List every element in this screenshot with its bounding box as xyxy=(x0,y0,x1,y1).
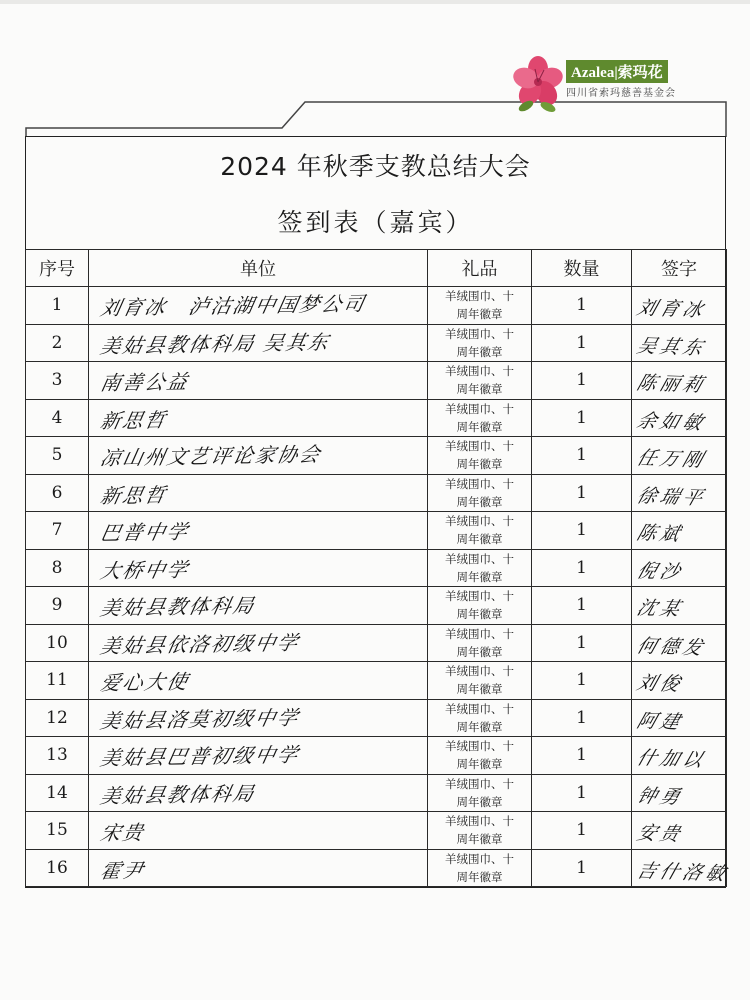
row-gift xyxy=(428,324,532,362)
row-signature-cell xyxy=(632,812,727,850)
row-seq: 8 xyxy=(26,549,89,587)
handwritten-unit: 凉山州文艺评论家协会 xyxy=(98,442,324,470)
row-seq: 11 xyxy=(26,662,89,700)
row-signature-cell xyxy=(632,399,727,437)
row-unit-cell xyxy=(89,587,428,625)
row-gift xyxy=(428,812,532,850)
row-qty: 1 xyxy=(532,399,632,437)
row-seq: 15 xyxy=(26,812,89,850)
table-row xyxy=(26,287,727,325)
table-row xyxy=(26,624,727,662)
row-signature-cell xyxy=(632,849,732,887)
table-row xyxy=(26,549,727,587)
row-unit-cell xyxy=(89,512,428,550)
table-body xyxy=(26,287,732,887)
handwritten-unit: 南善公益 xyxy=(98,369,192,395)
row-unit-cell xyxy=(89,662,428,700)
table-row xyxy=(26,774,727,812)
row-qty: 1 xyxy=(532,362,632,400)
row-seq: 4 xyxy=(26,399,89,437)
table-row xyxy=(26,362,727,400)
gift-line-1: 羊绒围巾、十 xyxy=(445,814,514,829)
handwritten-unit: 新思哲 xyxy=(98,482,170,508)
row-unit-cell xyxy=(89,624,428,662)
handwritten-signature: 倪沙 xyxy=(634,559,687,584)
handwritten-unit: 美姑县巴普初级中学 xyxy=(98,742,302,770)
table-row xyxy=(26,849,727,887)
gift-line-1: 羊绒围巾、十 xyxy=(445,551,514,566)
gift-line-1: 羊绒围巾、十 xyxy=(445,701,514,716)
handwritten-unit: 美姑县教体科局 xyxy=(98,780,258,808)
handwritten-unit: 爱心大使 xyxy=(98,669,192,695)
row-seq: 6 xyxy=(26,474,89,512)
row-gift xyxy=(428,774,532,812)
row-qty: 1 xyxy=(532,662,632,700)
document-subtitle: 签到表（嘉宾） xyxy=(277,208,474,237)
gift-line-2: 周年徽章 xyxy=(456,607,503,622)
handwritten-signature: 陈斌 xyxy=(634,522,687,546)
handwritten-signature: 任万刚 xyxy=(634,447,710,472)
table-row xyxy=(26,662,727,700)
table-row xyxy=(26,737,727,775)
handwritten-signature: 什加以 xyxy=(634,747,710,772)
document-title: 2024 年秋季支教总结大会 xyxy=(220,152,531,181)
gift-line-2: 周年徽章 xyxy=(456,757,503,772)
gift-line-1: 羊绒围巾、十 xyxy=(445,851,514,866)
gift-line-2: 周年徽章 xyxy=(456,719,503,734)
row-signature-cell xyxy=(632,437,727,475)
gift-line-2: 周年徽章 xyxy=(456,794,503,809)
row-gift xyxy=(428,737,532,775)
table-row xyxy=(26,512,727,550)
gift-line-2: 周年徽章 xyxy=(456,457,503,472)
handwritten-signature: 阿建 xyxy=(634,709,687,734)
gift-line-1: 羊绒围巾、十 xyxy=(445,589,514,604)
handwritten-signature: 吉什洛敏 xyxy=(634,859,732,885)
row-gift xyxy=(428,362,532,400)
gift-line-2: 周年徽章 xyxy=(456,682,503,697)
row-gift xyxy=(428,587,532,625)
handwritten-unit: 美姑县洛莫初级中学 xyxy=(98,705,302,733)
handwritten-signature: 刘育冰 xyxy=(634,297,710,322)
gift-line-2: 周年徽章 xyxy=(456,382,503,397)
row-qty: 1 xyxy=(532,849,632,887)
row-unit-cell xyxy=(89,362,428,400)
logo-foundation-name: 四川省索玛慈善基金会 xyxy=(566,88,676,99)
table-row xyxy=(26,699,727,737)
row-gift xyxy=(428,662,532,700)
header-unit: 单位 xyxy=(89,250,428,287)
row-seq: 12 xyxy=(26,699,89,737)
row-qty: 1 xyxy=(532,474,632,512)
row-signature-cell xyxy=(632,737,727,775)
gift-line-1: 羊绒围巾、十 xyxy=(445,776,514,791)
row-seq: 10 xyxy=(26,624,89,662)
row-signature-cell xyxy=(632,474,727,512)
table-header-row xyxy=(26,250,727,287)
gift-line-2: 周年徽章 xyxy=(456,869,503,884)
gift-line-2: 周年徽章 xyxy=(456,494,503,509)
handwritten-unit: 美姑县依洛初级中学 xyxy=(98,630,302,658)
row-signature-cell xyxy=(632,362,727,400)
gift-line-2: 周年徽章 xyxy=(456,832,503,847)
header-seq: 序号 xyxy=(26,250,89,287)
row-qty: 1 xyxy=(532,549,632,587)
row-qty: 1 xyxy=(532,624,632,662)
gift-line-1: 羊绒围巾、十 xyxy=(445,439,514,454)
gift-line-2: 周年徽章 xyxy=(456,419,503,434)
row-seq: 5 xyxy=(26,437,89,475)
row-signature-cell xyxy=(632,512,727,550)
handwritten-unit: 霍尹 xyxy=(98,857,148,883)
row-unit-cell xyxy=(89,324,428,362)
row-seq: 14 xyxy=(26,774,89,812)
gift-line-2: 周年徽章 xyxy=(456,307,503,322)
row-unit-cell xyxy=(89,774,428,812)
handwritten-unit: 新思哲 xyxy=(98,407,170,433)
gift-line-1: 羊绒围巾、十 xyxy=(445,364,514,379)
row-qty: 1 xyxy=(532,812,632,850)
row-unit-cell xyxy=(89,437,428,475)
sign-in-sheet xyxy=(25,136,732,888)
row-seq: 3 xyxy=(26,362,89,400)
gift-line-1: 羊绒围巾、十 xyxy=(445,401,514,416)
row-signature-cell xyxy=(632,587,727,625)
row-signature-cell xyxy=(632,324,727,362)
sign-in-table xyxy=(25,249,732,887)
handwritten-unit: 宋贵 xyxy=(98,820,148,845)
handwritten-signature: 徐瑞平 xyxy=(634,484,710,509)
row-gift xyxy=(428,849,532,887)
header-gift: 礼品 xyxy=(428,250,532,287)
header-qty: 数量 xyxy=(532,250,632,287)
row-unit-cell xyxy=(89,474,428,512)
gift-line-1: 羊绒围巾、十 xyxy=(445,476,514,491)
row-gift xyxy=(428,512,532,550)
row-gift xyxy=(428,624,532,662)
table-row xyxy=(26,587,727,625)
row-signature-cell xyxy=(632,699,727,737)
row-signature-cell xyxy=(632,624,727,662)
handwritten-signature: 余如敏 xyxy=(634,409,710,434)
gift-line-1: 羊绒围巾、十 xyxy=(445,664,514,679)
row-signature-cell xyxy=(632,549,727,587)
gift-line-1: 羊绒围巾、十 xyxy=(445,739,514,754)
row-unit-cell xyxy=(89,737,428,775)
row-signature-cell xyxy=(632,662,727,700)
row-qty: 1 xyxy=(532,774,632,812)
handwritten-signature: 陈丽莉 xyxy=(634,372,710,397)
gift-line-2: 周年徽章 xyxy=(456,532,503,547)
header-signature: 签字 xyxy=(632,250,727,287)
table-row xyxy=(26,324,727,362)
table-row xyxy=(26,812,727,850)
row-signature-cell xyxy=(632,287,727,325)
handwritten-signature: 钟勇 xyxy=(634,784,687,809)
row-seq: 16 xyxy=(26,849,89,887)
foundation-logo xyxy=(512,52,712,114)
row-unit-cell xyxy=(89,849,428,887)
gift-line-2: 周年徽章 xyxy=(456,344,503,359)
row-qty: 1 xyxy=(532,287,632,325)
gift-line-1: 羊绒围巾、十 xyxy=(445,326,514,341)
row-qty: 1 xyxy=(532,512,632,550)
row-qty: 1 xyxy=(532,437,632,475)
row-gift xyxy=(428,549,532,587)
handwritten-unit: 大桥中学 xyxy=(98,556,192,583)
handwritten-signature: 沈某 xyxy=(634,597,687,621)
row-signature-cell xyxy=(632,774,727,812)
row-qty: 1 xyxy=(532,737,632,775)
gift-line-2: 周年徽章 xyxy=(456,644,503,659)
gift-line-1: 羊绒围巾、十 xyxy=(445,626,514,641)
row-gift xyxy=(428,474,532,512)
gift-line-1: 羊绒围巾、十 xyxy=(445,514,514,529)
row-unit-cell xyxy=(89,699,428,737)
handwritten-signature: 安贵 xyxy=(634,822,687,846)
gift-line-2: 周年徽章 xyxy=(456,569,503,584)
row-seq: 9 xyxy=(26,587,89,625)
row-seq: 7 xyxy=(26,512,89,550)
row-unit-cell xyxy=(89,812,428,850)
gift-line-1: 羊绒围巾、十 xyxy=(445,289,514,304)
row-qty: 1 xyxy=(532,324,632,362)
table-row xyxy=(26,474,727,512)
handwritten-signature: 吴其东 xyxy=(634,334,710,359)
azalea-flower-icon xyxy=(512,52,568,114)
row-unit-cell xyxy=(89,399,428,437)
row-unit-cell xyxy=(89,549,428,587)
row-unit-cell xyxy=(89,287,428,325)
table-row xyxy=(26,399,727,437)
handwritten-unit: 美姑县教体科局 xyxy=(98,593,258,620)
row-gift xyxy=(428,287,532,325)
row-gift xyxy=(428,399,532,437)
logo-brand-text: Azalea|索玛花 xyxy=(566,60,668,83)
row-seq: 13 xyxy=(26,737,89,775)
row-seq: 2 xyxy=(26,324,89,362)
handwritten-unit: 美姑县教体科局 吴其东 xyxy=(98,329,333,358)
row-qty: 1 xyxy=(532,699,632,737)
handwritten-unit: 刘育冰 泸沽湖中国梦公司 xyxy=(98,291,368,320)
row-qty: 1 xyxy=(532,587,632,625)
row-gift xyxy=(428,699,532,737)
handwritten-unit: 巴普中学 xyxy=(98,519,192,545)
handwritten-signature: 刘俊 xyxy=(634,672,687,696)
row-gift xyxy=(428,437,532,475)
handwritten-signature: 何德发 xyxy=(634,634,710,659)
table-row xyxy=(26,437,727,475)
row-seq: 1 xyxy=(26,287,89,325)
